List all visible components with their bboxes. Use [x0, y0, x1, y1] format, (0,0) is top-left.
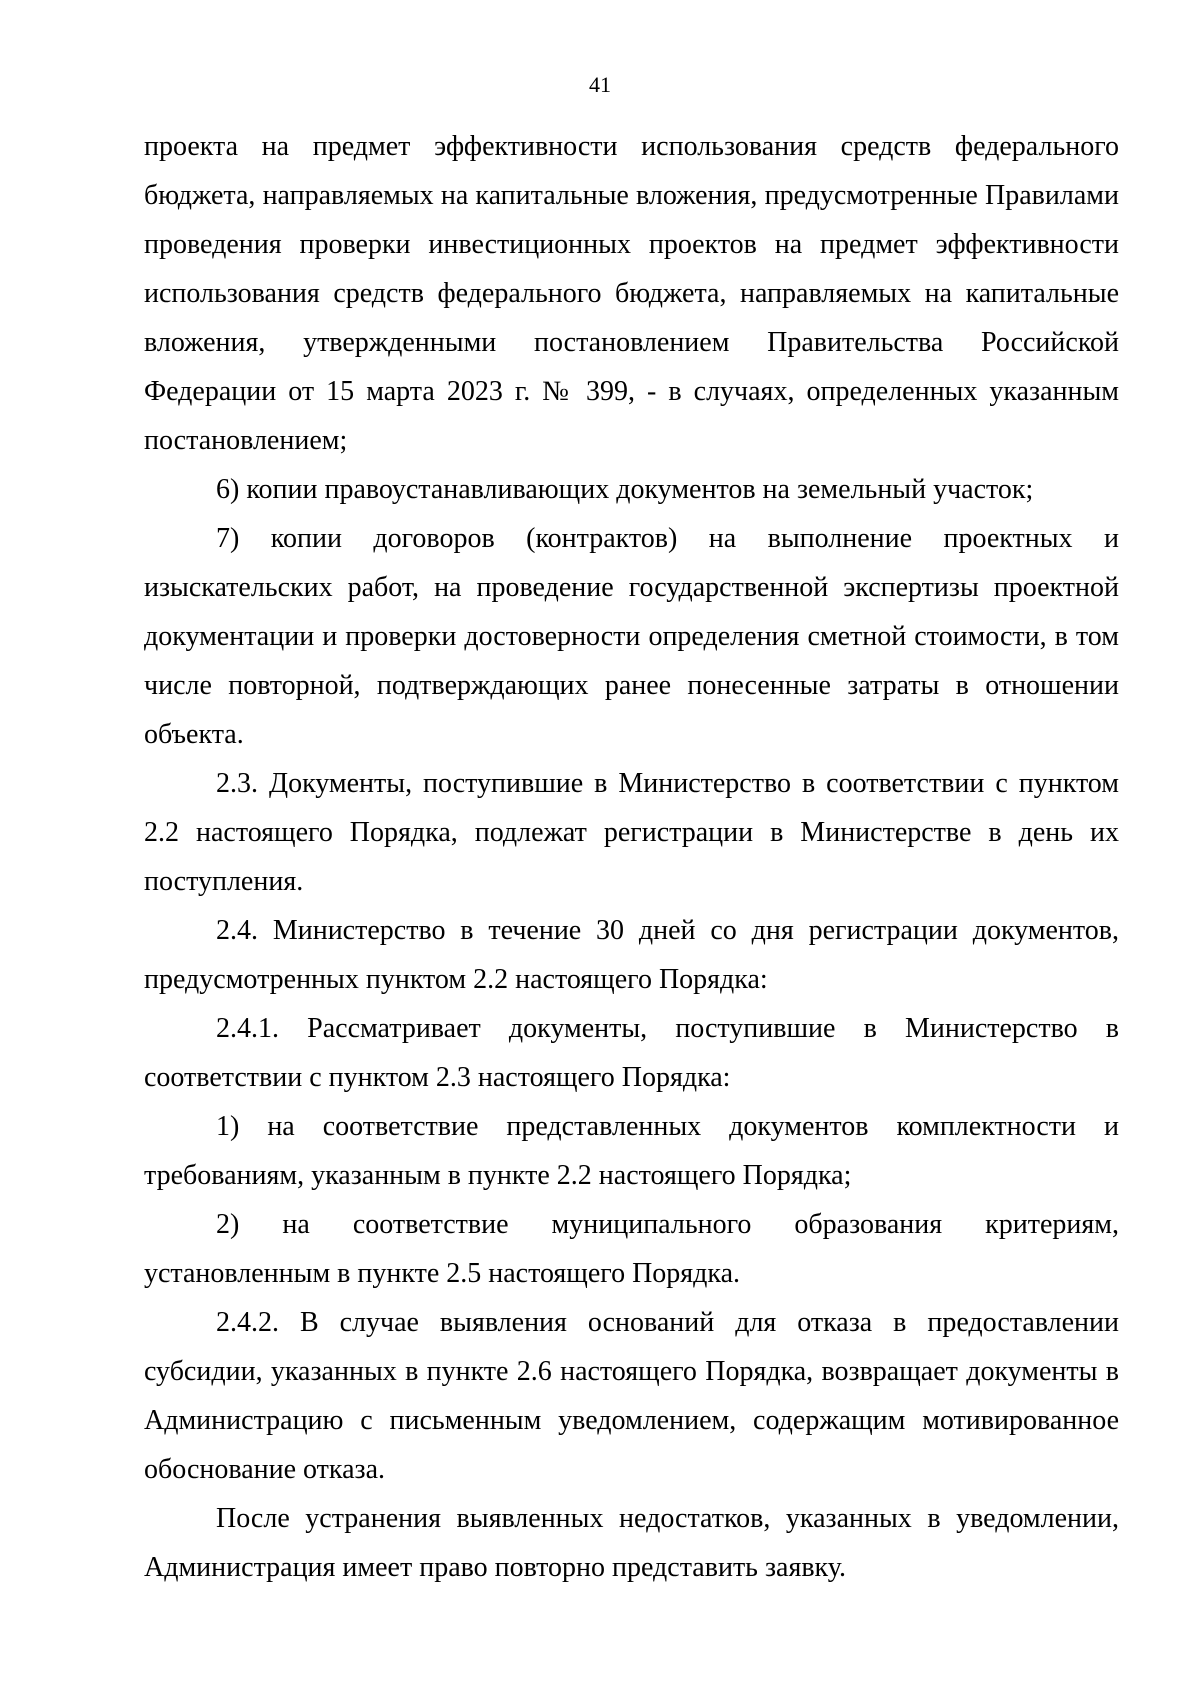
paragraph-2-3: 2.3. Документы, поступившие в Министерство в соответствии с пунктом 2.2 настоящего Порядка, подлежат регистрации в Министерстве в день их поступления. — [144, 768, 1119, 897]
document-body — [144, 122, 1119, 1592]
paragraph-2-4-1-item-1: 1) на соответствие представленных документов комплектности и требованиям, указанным в пункте 2.2 настоящего Порядка; — [144, 1111, 1119, 1191]
paragraph-2-4: 2.4. Министерство в течение 30 дней со дня регистрации документов, предусмотренных пунктом 2.2 настоящего Порядка: — [144, 915, 1119, 995]
paragraph-item-7: 7) копии договоров (контрактов) на выполнение проектных и изыскательских работ, на проведение государственной экспертизы проектной документации и проверки достоверности определения сметной стоимости, в том числе повторной, подтверждающих ранее понесенные затраты в отношении объекта. — [144, 523, 1119, 750]
paragraph-resubmission: После устранения выявленных недостатков, указанных в уведомлении, Администрация имеет право повторно представить заявку. — [144, 1503, 1119, 1583]
paragraph-item-6: 6) копии правоустанавливающих документов на земельный участок; — [216, 474, 1034, 505]
paragraph-2-4-2: 2.4.2. В случае выявления оснований для отказа в предоставлении субсидии, указанных в пункте 2.6 настоящего Порядка, возвращает документы в Администрацию с письменным уведомлением, содержащим мотивированное обоснование отказа. — [144, 1307, 1119, 1485]
paragraph-continuation: проекта на предмет эффективности использования средств федерального бюджета, направляемых на капитальные вложения, предусмотренные Правилами проведения проверки инвестиционных проектов на предмет эффективности использования средств федерального бюджета, направляемых на капитальные вложения, утвержденными постановлением Правительства Российской Федерации от 15 марта 2023 г. № 399, - в случаях, определенных указанным постановлением; — [144, 131, 1119, 456]
page-number: 41 — [589, 72, 611, 97]
paragraph-2-4-1: 2.4.1. Рассматривает документы, поступившие в Министерство в соответствии с пунктом 2.3 настоящего Порядка: — [144, 1013, 1119, 1093]
paragraph-2-4-1-item-2: 2) на соответствие муниципального образования критериям, установленным в пункте 2.5 настоящего Порядка. — [144, 1209, 1119, 1289]
